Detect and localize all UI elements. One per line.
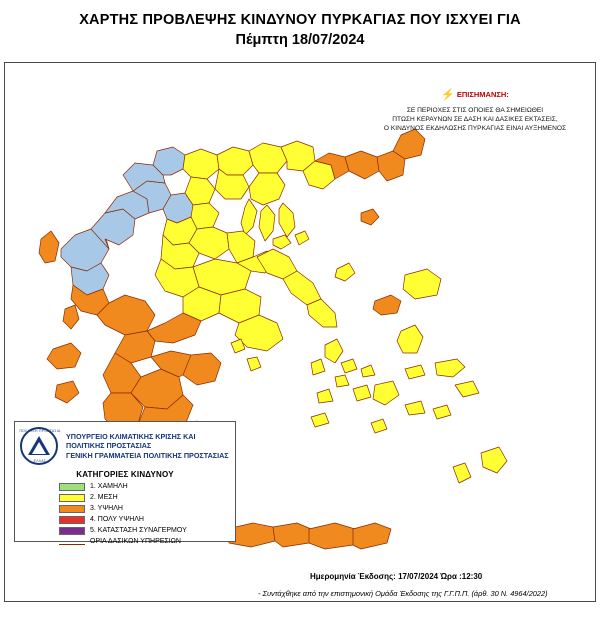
legend-swatch-very-high	[59, 516, 85, 524]
warning-note	[375, 88, 575, 133]
lightning-bolt-icon: ⚡	[441, 89, 455, 101]
ministry-line-3: ΓΕΝΙΚΗ ΓΡΑΜΜΑΤΕΙΑ ΠΟΛΙΤΙΚΗΣ ΠΡΟΣΤΑΣΙΑΣ	[66, 450, 229, 460]
legend-label-high: 3. ΥΨΗΛΗ	[90, 505, 123, 512]
region-rethymno[interactable]	[273, 523, 311, 547]
legend-swatch-high	[59, 505, 85, 513]
region-kefalonia[interactable]	[47, 343, 81, 369]
region-serifos-sifnos[interactable]	[317, 389, 333, 403]
logo-arc-top-text: ΠΟΛΙΤΙΚΗ ΠΡΟΣΤΑΣΙΑ	[19, 429, 61, 433]
legend-items	[15, 482, 235, 547]
issue-datetime: Ημερομηνία Έκδοσης: 17/07/2024 Ώρα :12:30	[310, 572, 483, 581]
page-title	[0, 10, 600, 50]
region-ios-amorgos[interactable]	[405, 401, 425, 415]
region-rodopi[interactable]	[345, 151, 379, 179]
region-chalkidiki-n[interactable]	[249, 173, 285, 205]
region-lasithi[interactable]	[353, 523, 391, 549]
legend-item-alert	[59, 526, 235, 536]
legend-header	[15, 422, 235, 468]
ministry-line-1: ΥΠΟΥΡΓΕΙΟ ΚΛΙΜΑΤΙΚΗΣ ΚΡΙΣΗΣ ΚΑΙ	[66, 431, 196, 441]
legend-label-borders: ΟΡΙΑ ΔΑΣΙΚΩΝ ΥΠΗΡΕΣΙΩΝ	[90, 538, 181, 545]
region-central-evia[interactable]	[283, 271, 321, 305]
legend-label-very-high: 4. ΠΟΛΥ ΥΨΗΛΗ	[90, 516, 144, 523]
region-samos[interactable]	[435, 359, 465, 377]
legend-label-low: 1. ΧΑΜΗΛΗ	[90, 483, 128, 490]
region-alonnisos[interactable]	[295, 231, 309, 245]
region-lefkada[interactable]	[63, 305, 79, 329]
ministry-line-2: ΠΟΛΙΤΙΚΗΣ ΠΡΟΣΤΑΣΙΑΣ	[66, 441, 152, 451]
logo-arc-bottom-text: ΕΛΛΑΣ	[33, 459, 47, 463]
legend-swatch-alert	[59, 527, 85, 535]
legend-item-medium	[59, 493, 235, 503]
region-sithonia-peninsula[interactable]	[259, 205, 275, 241]
region-south-evia[interactable]	[307, 299, 337, 327]
region-heraklion[interactable]	[309, 523, 355, 549]
region-karpathos[interactable]	[453, 463, 471, 483]
legend-item-very-high	[59, 515, 235, 525]
region-skyros[interactable]	[335, 263, 355, 281]
region-samothraki[interactable]	[361, 209, 379, 225]
region-milos[interactable]	[311, 413, 329, 427]
region-syros[interactable]	[335, 375, 349, 387]
region-skiathos-skopelos[interactable]	[273, 235, 291, 249]
civil-protection-logo-icon	[19, 426, 61, 466]
legend-item-low	[59, 482, 235, 492]
region-kea-kythnos[interactable]	[311, 359, 325, 375]
region-athos-peninsula[interactable]	[279, 203, 295, 237]
region-tinos[interactable]	[341, 359, 357, 373]
note-line-3: Ο ΚΙΝΔΥΝΟΣ ΕΚΔΗΛΩΣΗΣ ΠΥΡΚΑΓΙΑΣ ΕΙΝΑΙ ΑΥΞΗΜΕΝΟΣ	[383, 125, 567, 132]
region-astypalaia[interactable]	[433, 405, 451, 419]
composed-by-note: - Συντάχθηκε από την επιστημονική Ομάδα Έκδοσης της Γ.Γ.Π.Π. (άρθ. 30 Ν. 4964/2022)	[258, 589, 548, 598]
note-heading-text: ΕΠΙΣΗΜΑΝΣΗ:	[456, 90, 509, 99]
legend-label-medium: 2. ΜΕΣΗ	[90, 494, 118, 501]
region-naxos[interactable]	[373, 381, 399, 405]
region-andros[interactable]	[325, 339, 343, 363]
region-rodos[interactable]	[481, 447, 507, 473]
region-ikaria[interactable]	[405, 365, 425, 379]
region-mykonos[interactable]	[361, 365, 375, 377]
region-aegina[interactable]	[247, 357, 261, 371]
legend-swatch-medium	[59, 494, 85, 502]
legend-box	[14, 421, 236, 545]
legend-swatch-low	[59, 483, 85, 491]
legend-title: ΚΑΤΗΓΟΡΙΕΣ ΚΙΝΔΥΝΟΥ	[76, 470, 174, 479]
region-kassandra-peninsula[interactable]	[241, 199, 257, 235]
note-line-2: ΠΤΩΣΗ ΚΕΡΑΥΝΩΝ ΣΕ ΔΑΣΗ ΚΑΙ ΔΑΣΙΚΕΣ ΕΚΤΑΣΕΙΣ,	[392, 116, 558, 123]
note-heading	[375, 88, 575, 101]
region-corfu[interactable]	[39, 231, 59, 263]
region-zakynthos[interactable]	[55, 381, 79, 403]
legend-label-alert: 5. ΚΑΤΑΣΤΑΣΗ ΣΥΝΑΓΕΡΜΟΥ	[90, 527, 187, 534]
legend-item-high	[59, 504, 235, 514]
region-messolonghi[interactable]	[147, 313, 201, 343]
region-chios[interactable]	[397, 325, 423, 353]
title-line-2: Πέμπτη 18/07/2024	[235, 32, 365, 48]
region-pella[interactable]	[183, 149, 219, 179]
region-kalymnos-kos[interactable]	[455, 381, 479, 397]
region-santorini[interactable]	[371, 419, 387, 433]
legend-item-forest-service-borders	[59, 537, 235, 547]
note-line-1: ΣΕ ΠΕΡΙΟΧΕΣ ΣΤΙΣ ΟΠΟΙΕΣ ΘΑ ΣΗΜΕΙΩΘΕΙ	[406, 107, 544, 114]
title-line-1: ΧΑΡΤΗΣ ΠΡΟΒΛΕΨΗΣ ΚΙΝΔΥΝΟΥ ΠΥΡΚΑΓΙΑΣ ΠΟΥ ΙΣΧΥΕΙ ΓΙΑ	[79, 12, 521, 28]
region-limnos[interactable]	[373, 295, 401, 315]
region-paros[interactable]	[353, 385, 371, 401]
ministry-name	[66, 432, 229, 461]
region-kilkis[interactable]	[217, 147, 253, 175]
region-evros-n[interactable]	[393, 129, 425, 159]
region-lesvos[interactable]	[403, 269, 441, 299]
legend-swatch-borders	[59, 544, 85, 545]
